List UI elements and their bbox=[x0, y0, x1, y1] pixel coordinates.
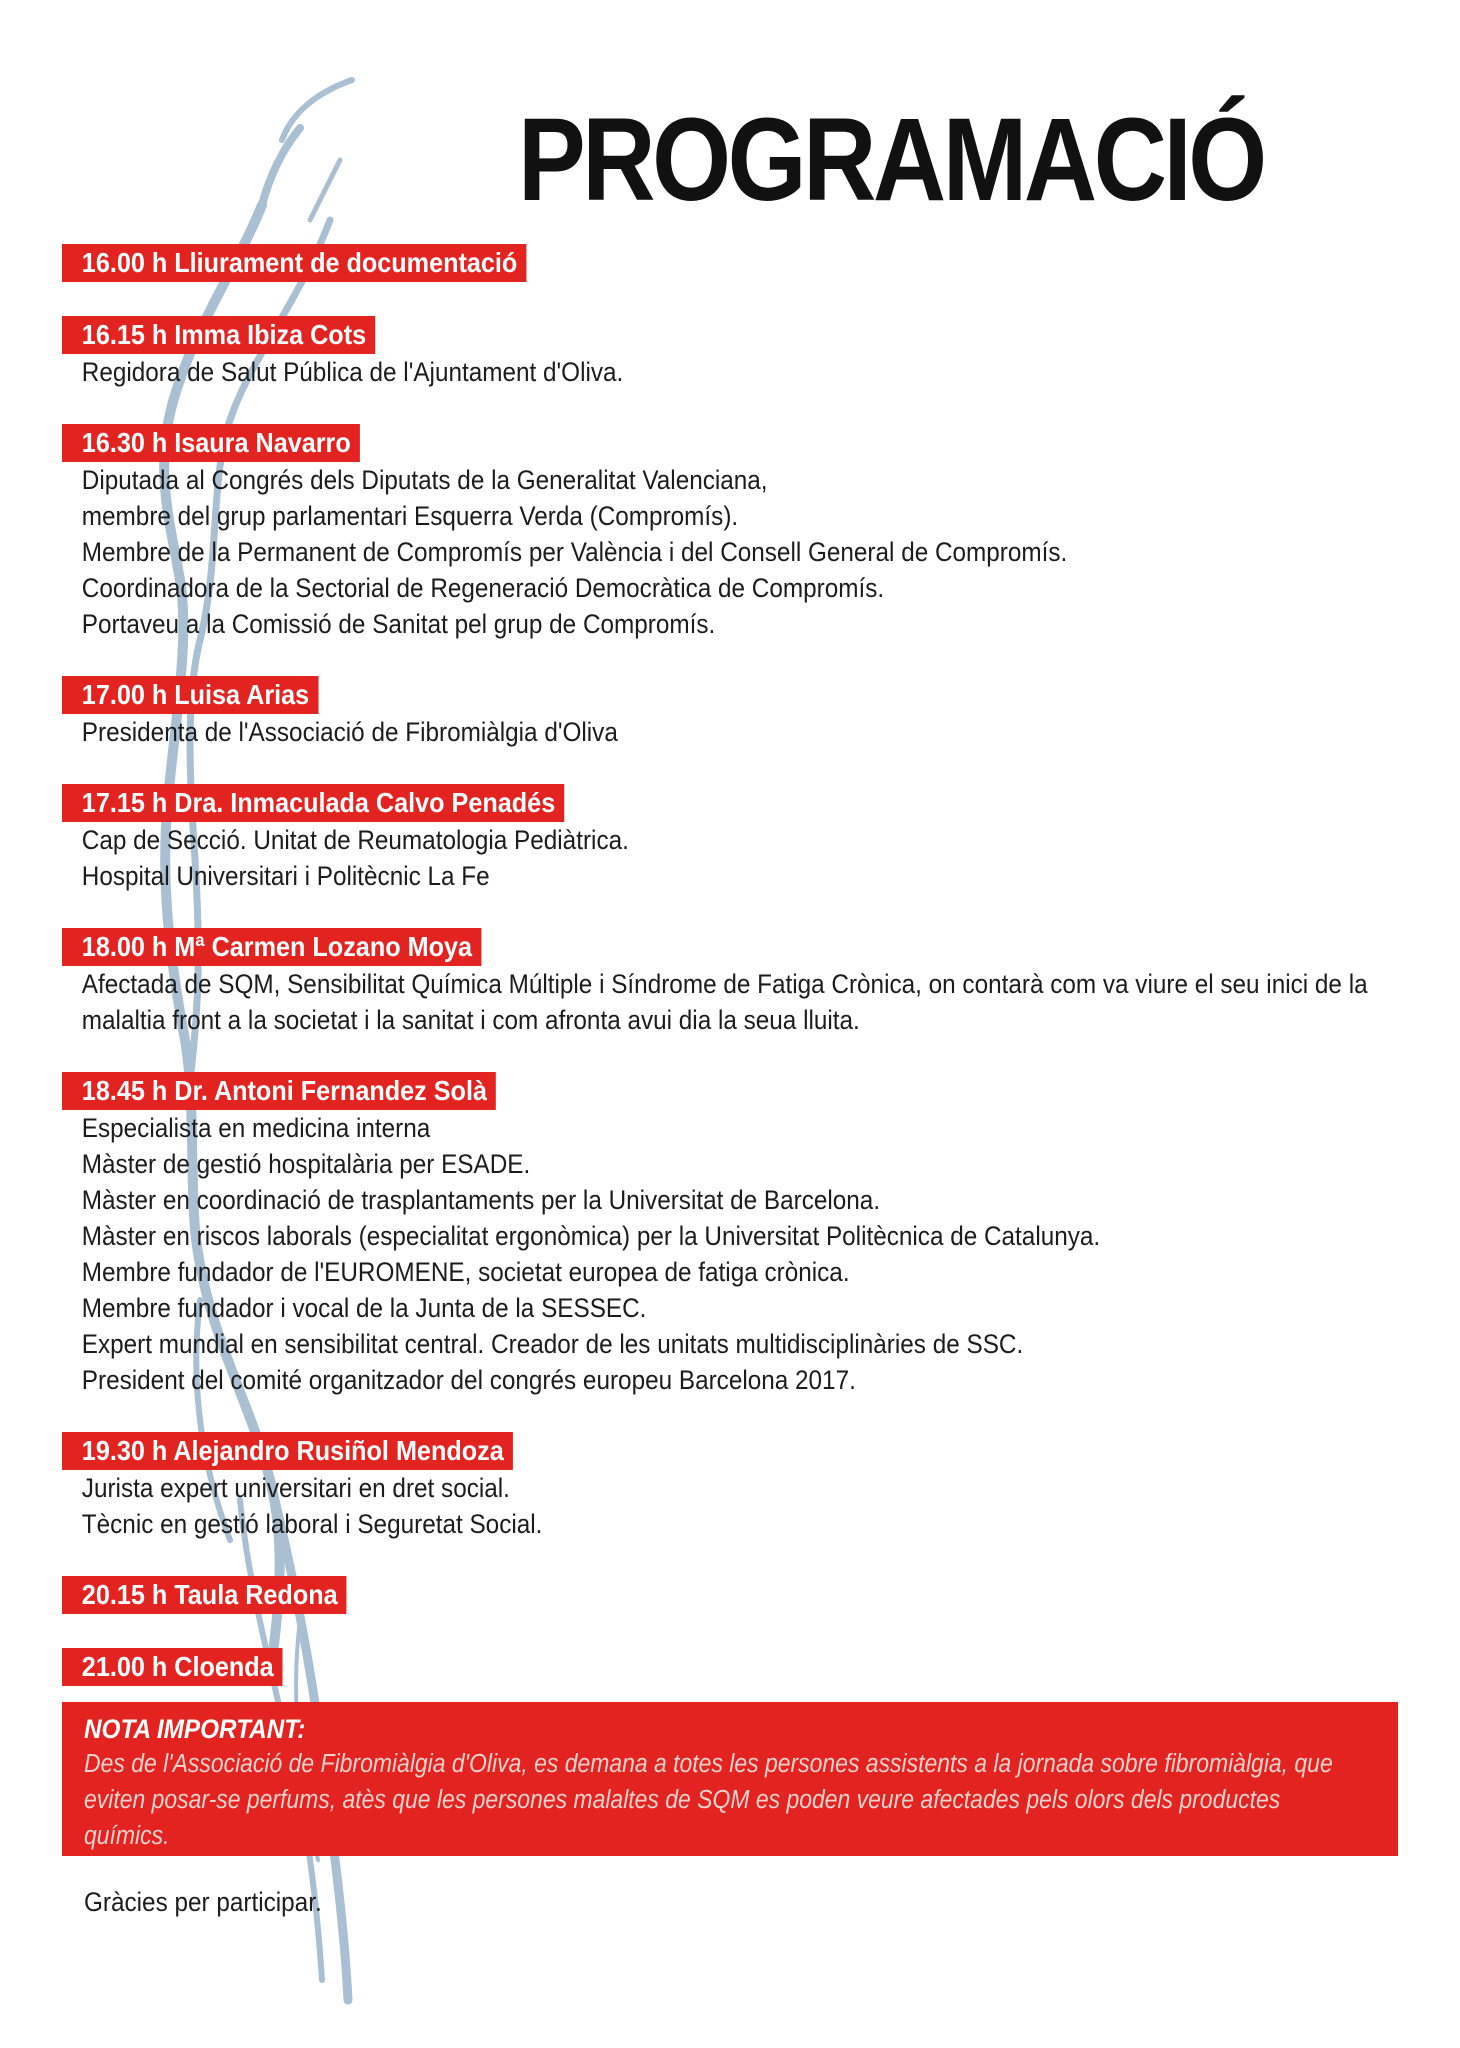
program-item-time-title: 17.00 h Luisa Arias bbox=[62, 676, 318, 714]
program-item-time-title: 16.15 h Imma Ibiza Cots bbox=[62, 316, 375, 354]
program-item-line: malaltia front a la societat i la sanitat i com afronta avui dia la seua lluita. bbox=[81, 1005, 860, 1035]
program-item-line: Membre de la Permanent de Compromís per València i del Consell General de Compromís. bbox=[81, 537, 1068, 567]
program-item-time-title: 16.30 h Isaura Navarro bbox=[62, 424, 360, 462]
program-item-line: Portaveu a la Comissió de Sanitat pel grup de Compromís. bbox=[81, 609, 716, 639]
program-item bbox=[62, 676, 680, 750]
program-item-line: Màster en riscos laborals (especialitat ergonòmica) per la Universitat Politècnica de Catalunya. bbox=[81, 1221, 1101, 1251]
program-item-line: Afectada de SQM, Sensibilitat Química Múltiple i Síndrome de Fatiga Crònica, on contarà com va viure el seu inici de la bbox=[81, 969, 1368, 999]
program-item-line: Tècnic en gestió laboral i Seguretat Social. bbox=[81, 1509, 543, 1539]
program-item-line: Expert mundial en sensibilitat central. Creador de les unitats multidisciplinàries de SSC. bbox=[81, 1329, 1024, 1359]
program-item-line: Membre fundador de l'EUROMENE, societat europea de fatiga crònica. bbox=[81, 1257, 850, 1287]
program-item bbox=[62, 1072, 1216, 1398]
program-item-time-title: 17.15 h Dra. Inmaculada Calvo Penadés bbox=[62, 784, 564, 822]
important-note bbox=[62, 1702, 1398, 1856]
program-item-line: Màster en coordinació de trasplantaments per la Universitat de Barcelona. bbox=[81, 1185, 881, 1215]
important-note-line: Des de l'Associació de Fibromiàlgia d'Oliva, es demana a totes les persones assistents a la jornada sobre fibromiàlgia, que bbox=[84, 1750, 1333, 1778]
important-note-line: eviten posar-se perfums, atès que les persones malaltes de SQM es poden veure afectades pels olors dels productes bbox=[84, 1786, 1281, 1814]
program-item-line: Coordinadora de la Sectorial de Regeneració Democràtica de Compromís. bbox=[81, 573, 885, 603]
important-note-line: químics. bbox=[84, 1822, 170, 1850]
program-item-line: Hospital Universitari i Politècnic La Fe bbox=[81, 861, 490, 891]
thanks-text: Gràcies per participar. bbox=[84, 1887, 322, 1917]
program-item-time-title: 16.00 h Lliurament de documentació bbox=[62, 244, 526, 282]
program-item-line: Màster de gestió hospitalària per ESADE. bbox=[81, 1149, 531, 1179]
program-item bbox=[62, 928, 1460, 1038]
program-item-line: Membre fundador i vocal de la Junta de la SESSEC. bbox=[81, 1293, 647, 1323]
program-item bbox=[62, 1648, 307, 1686]
program-item bbox=[62, 1432, 596, 1542]
program-item-line: President del comité organitzador del congrés europeu Barcelona 2017. bbox=[81, 1365, 856, 1395]
program-item-line: Presidenta de l'Associació de Fibromiàlgia d'Oliva bbox=[81, 717, 618, 747]
program-item bbox=[62, 1576, 378, 1614]
program-item-time-title: 21.00 h Cloenda bbox=[62, 1648, 283, 1686]
program-item-time-title: 20.15 h Taula Redona bbox=[62, 1576, 347, 1614]
program-item-time-title: 18.45 h Dr. Antoni Fernandez Solà bbox=[62, 1072, 496, 1110]
program-item-line: membre del grup parlamentari Esquerra Verda (Compromís). bbox=[81, 501, 739, 531]
program-item-time-title: 19.30 h Alejandro Rusiñol Mendoza bbox=[62, 1432, 513, 1470]
program-item bbox=[62, 316, 686, 390]
program-item-line: Diputada al Congrés dels Diputats de la Generalitat Valenciana, bbox=[81, 465, 768, 495]
program-item-line: Regidora de Salut Pública de l'Ajuntament d'Oliva. bbox=[81, 357, 624, 387]
program-item bbox=[62, 784, 692, 894]
page-title: PROGRAMACIÓ bbox=[518, 94, 1264, 226]
program-item-line: Jurista expert universitari en dret social. bbox=[81, 1473, 510, 1503]
important-note-title: NOTA IMPORTANT: bbox=[84, 1714, 306, 1744]
program-item bbox=[62, 424, 1179, 642]
program-item-line: Cap de Secció. Unitat de Reumatologia Pediàtrica. bbox=[81, 825, 629, 855]
program-item-line: Especialista en medicina interna bbox=[81, 1113, 431, 1143]
program-item-time-title: 18.00 h Mª Carmen Lozano Moya bbox=[62, 928, 481, 966]
program-item bbox=[62, 244, 578, 282]
